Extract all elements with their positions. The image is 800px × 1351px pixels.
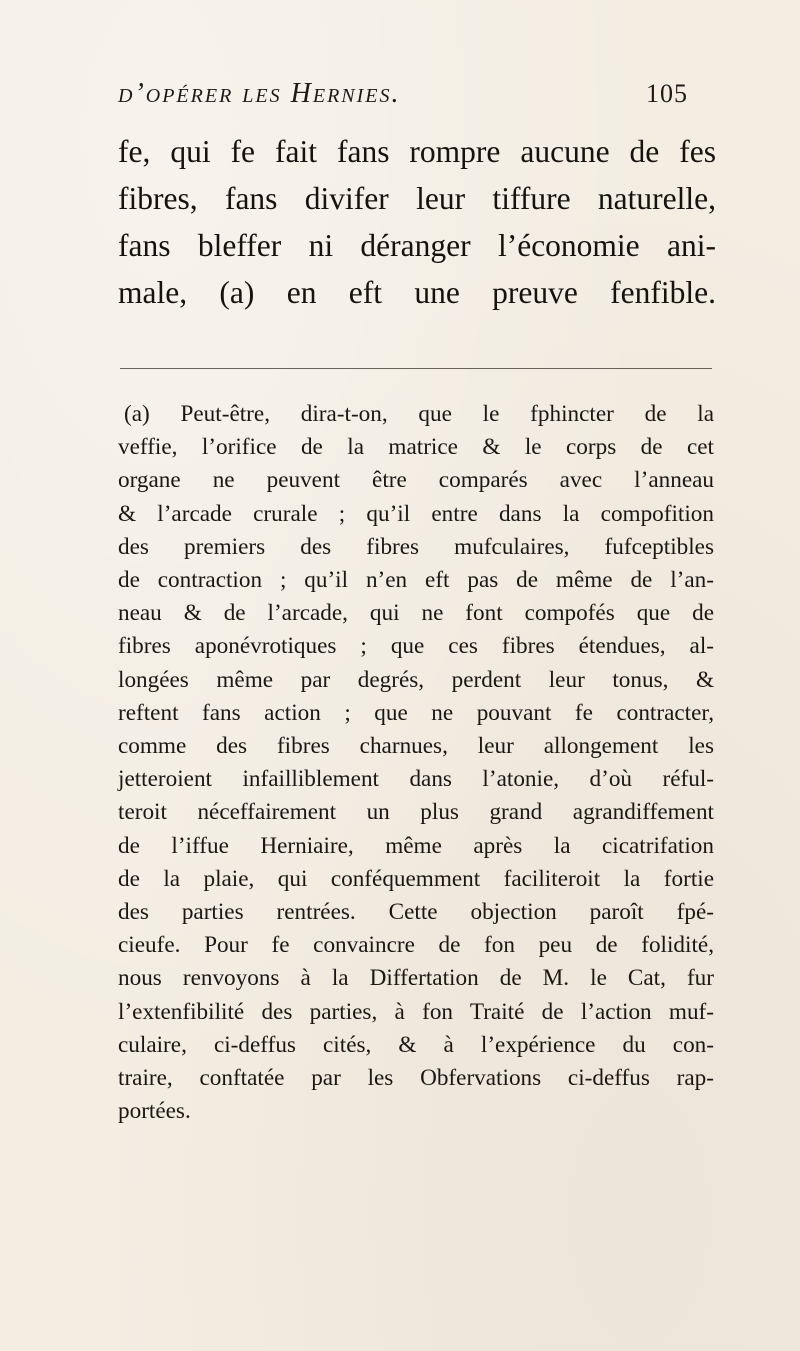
main-text-line: male, (a) en eft une preuve fenfible.	[118, 275, 716, 310]
footnote-separator	[120, 368, 712, 369]
footnote-line: neau & de l’arcade, qui ne font compofés que de	[118, 600, 714, 627]
footnote-line: traire, conftatée par les Obfervations ci-deffus rap-	[118, 1065, 714, 1092]
footnote-line: reftent fans action ; que ne pouvant fe contracter,	[118, 699, 714, 726]
footnote-line: culaire, ci-deffus cités, & à l’expérience du con-	[118, 1031, 714, 1058]
main-text-line: fibres, fans divifer leur tiffure naturelle,	[118, 181, 716, 216]
footnote-line: de la plaie, qui conféquemment faciliteroit la fortie	[118, 865, 714, 892]
footnote-line: l’extenfibilité des parties, à fon Traité de l’action muf-	[118, 998, 714, 1025]
running-head	[118, 78, 688, 128]
footnote-line: fibres aponévrotiques ; que ces fibres étendues, al-	[118, 633, 714, 660]
footnote-line: jetteroient infailliblement dans l’atonie, d’où réful-	[118, 766, 714, 793]
footnote-line: nous renvoyons à la Differtation de M. le Cat, fur	[118, 965, 714, 992]
main-text-line: fans bleffer ni déranger l’économie ani-	[118, 228, 716, 263]
running-title: d’opérer les Hernies.	[118, 78, 401, 109]
footnote-line: de contraction ; qu’il n’en eft pas de même de l’an-	[118, 567, 714, 594]
footnote-line: veffie, l’orifice de la matrice & le corps de cet	[118, 434, 714, 461]
footnote-line: teroit néceffairement un plus grand agrandiffement	[118, 799, 714, 826]
footnote-line: des parties rentrées. Cette objection paroît fpé-	[118, 899, 714, 926]
footnote-line: cieufe. Pour fe convaincre de fon peu de folidité,	[118, 932, 714, 959]
main-paragraph	[118, 128, 716, 316]
page-number: 105	[646, 79, 688, 108]
footnote-line: (a) Peut-être, dira-t-on, que le fphincter de la	[124, 401, 714, 427]
footnote-line: & l’arcade crurale ; qu’il entre dans la compofition	[118, 500, 714, 527]
footnote-line: des premiers des fibres mufculaires, fufceptibles	[118, 533, 714, 560]
footnote	[118, 398, 714, 1128]
footnote-line: longées même par degrés, perdent leur tonus, &	[118, 666, 714, 693]
footnote-line: portées.	[118, 1098, 191, 1125]
footnote-line: organe ne peuvent être comparés avec l’anneau	[118, 467, 714, 494]
footnote-line: comme des fibres charnues, leur allongement les	[118, 733, 714, 760]
main-text-line: fe, qui fe fait fans rompre aucune de fes	[118, 134, 716, 169]
footnote-line: de l’iffue Herniaire, même après la cicatrifation	[118, 832, 714, 859]
